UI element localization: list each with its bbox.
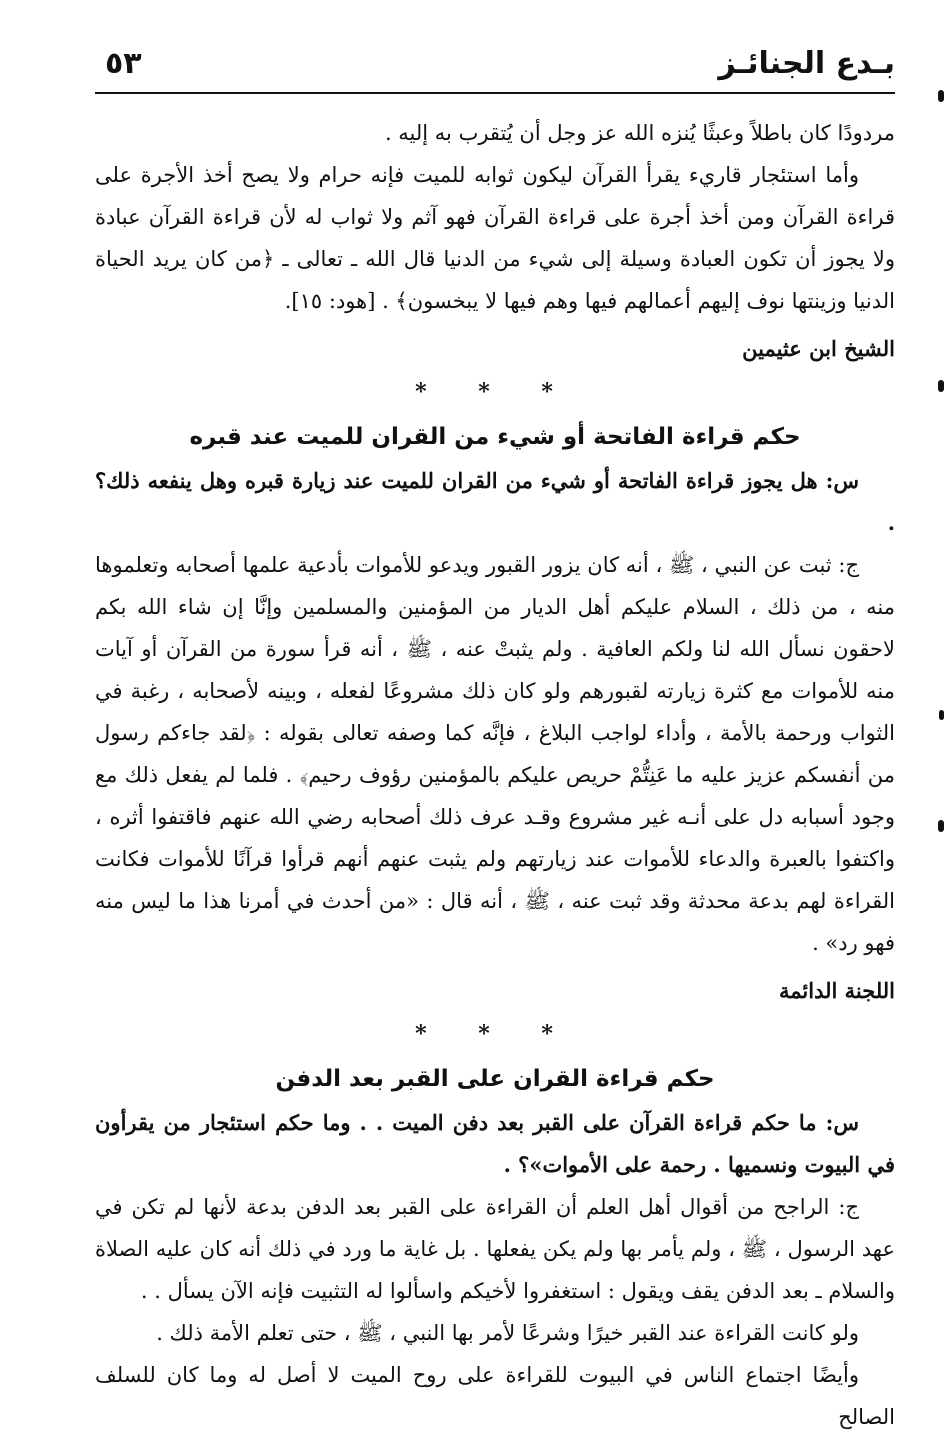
book-page [95,40,895,1429]
paragraph: مردودًا كان باطلاً وعبثًا يُنزه الله عز وجل أن يُتقرب به إليه . [384,121,895,145]
question: س: ما حكم قراءة القرآن على القبر بعد دفن الميت . . وما حكم استئجار من يقرأون في البيوت ونسميها . رحمة على الأموات»؟ . [95,1110,895,1177]
book-title: بـدع الجنائـز [718,46,895,81]
scan-edge-mark [938,820,944,832]
paragraph: ولو كانت القراءة عند القبر خيرًا وشرعًا لأمر بها النبي ، ﷺ ، حتى تعلم الأمة ذلك . [156,1321,859,1345]
separator-stars: * * * [415,379,575,405]
page-number: ٥٣ [105,46,142,81]
paragraph: وأما استئجار قاريء يقرأ القرآن ليكون ثوابه للميت فإنه حرام ولا يصح أخذ الأجرة على قراءة القرآن ومن أخذ أجرة على قراءة القرآن فهو آثم ولا ثواب له لأن قراءة القرآن عبادة ولا يجوز أن تكون العبادة وسيلة إلى شيء من الدنيا قال الله ـ تعالى ـ ﴿من كان يريد الحياة الدنيا وزينتها نوف إليهم أعمالهم فيها وهم فيها لا يبخسون﴾ . [هود: ١٥]. [95,163,895,313]
section-title: حكم قراءة القران على القبر بعد الدفن [275,1066,715,1092]
section-title: حكم قراءة الفاتحة أو شيء من القران للميت عند قبره [189,424,801,450]
scan-edge-mark [938,90,944,102]
separator-stars: * * * [415,1021,575,1047]
page-content [95,112,895,1438]
signature: الشيخ ابن عثيمين [742,336,895,361]
question: س: هل يجوز قراءة الفاتحة أو شيء من القران للميت عند زيارة قبره وهل ينفعه ذلك؟ . [95,468,895,535]
paragraph: وأيضًا اجتماع الناس في البيوت للقراءة على روح الميت لا أصل له وما كان للسلف الصالح [95,1363,895,1429]
scan-edge-mark [939,710,944,720]
answer: ج: ثبت عن النبي ، ﷺ ، أنه كان يزور القبور ويدعو للأموات بأدعية علمها أصحابه وتعلموها منه ، من ذلك ، السلام عليكم أهل الديار من المؤمنين والمسلمين وإنَّا إن شاء الله بكم لاحقون نسأل الله لنا ولكم العافية . ولم يثبتْ عنه ، ﷺ ، أنه قرأ سورة من القرآن أو آيات منه للأموات مع كثرة زيارته لقبورهم ولو كان ذلك مشروعًا لفعله ، وبينه لأصحابه ، رغبة في الثواب ورحمة بالأمة ، وأداء لواجب البلاغ ، فإنَّه كما وصفه تعالى بقوله : ﴿لقد جاءكم رسول من أنفسكم عزيز عليه ما عَنِتُّمْ حريص عليكم بالمؤمنين رؤوف رحيم﴾ . فلما لم يفعل ذلك مع وجود أسبابه دل على أنـه غير مشروع وقـد عرف ذلك أصحابه رضي الله عنهم فاقتفوا أثره ، واكتفوا بالعبرة والدعاء للأموات عند زيارتهم ولم يثبت عنهم أنهم قرأوا قرآنًا للأموات فكانت القراءة لهم بدعة محدثة وقد ثبت عنه ، ﷺ ، أنه قال : «من أحدث في أمرنا هذا ما ليس منه فهو رد» . [95,553,895,955]
page-header [95,40,895,94]
signature: اللجنة الدائمة [779,978,895,1003]
answer: ج: الراجح من أقوال أهل العلم أن القراءة على القبر بعد الدفن بدعة لأنها لم تكن في عهد الرسول ، ﷺ ، ولم يأمر بها ولم يكن يفعلها . بل غاية ما ورد في ذلك أنه كان عليه الصلاة والسلام ـ بعد الدفن يقف ويقول : استغفروا لأخيكم واسألوا له التثبيت فإنه الآن يسأل . . [95,1195,895,1303]
scan-edge-mark [938,380,944,392]
